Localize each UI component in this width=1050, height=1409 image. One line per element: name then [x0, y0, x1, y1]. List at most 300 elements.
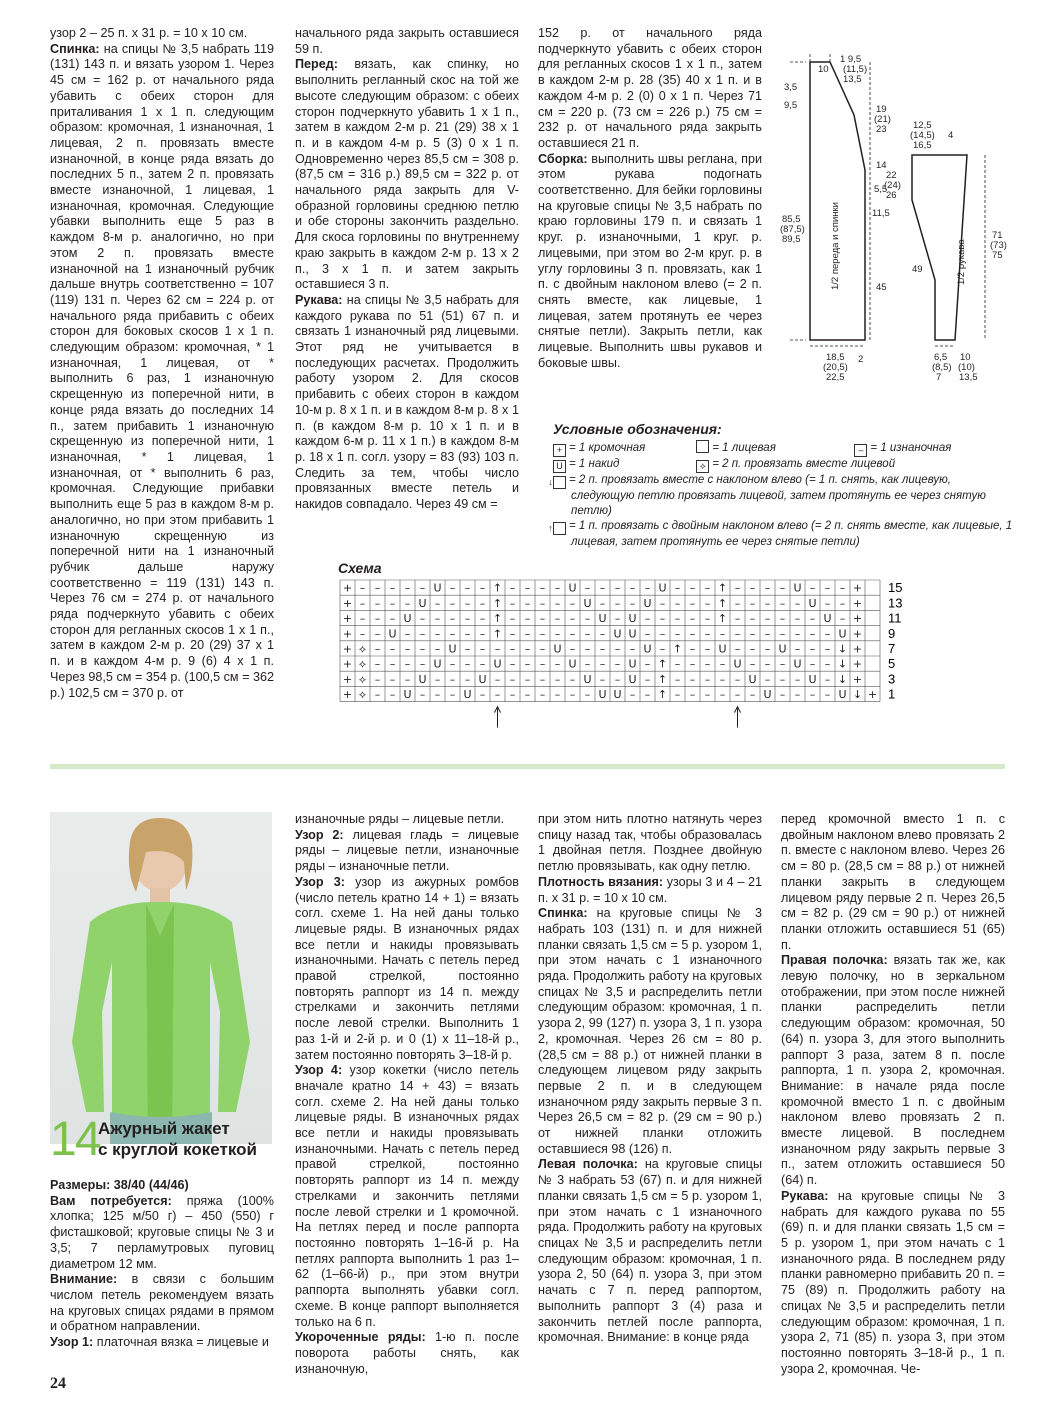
dim-right-c: 5,5	[874, 184, 888, 195]
paragraph: Перед: вязать, как спинку, но выполнить регланный скос на той же высоте следующим образом: с обеих сторон подчеркнуто убавить 1 х 1 п., затем в каждом 2-м р. 21 (29) 38 х 1 п. и в каждом 4-м р. 5 (3) 0 х 1 п. Одновременно через 85,5 см = 308 р. (87,5 см = 316 р.) 89,5 см = 322 р. от начального ряда закрыть для V-образной горловины среднюю петлю и обе стороны закончить раздельно. Для скоса горловины по внутреннему краю закрыть в каждом 2-м р. 13 х 2 п., 3 х 1 п. и затем закрыть оставшиеся 3 п.	[295, 57, 520, 292]
dim-top-right-3: 13,5	[843, 74, 862, 85]
text-back: на круговые спицы № 3 набрать 103 (131) п. и для нижней планки связать 1,5 см = 5 р. узором 1, при этом начать с 1 изнаночного ряда. Продолжить работу на круговых спицах № 3,5 и распределить петли следующим образом: кромочная, 1 п. узора 2, 99 (127) п. узора 3, 1 п. узора 2, кромочная. Через 26 см = 80 р. (28,5 см = 88 р.) от нижней планки в следующем лицевом ряду закрыть первые 2 п. и в следующем изнаночном ряду закрыть первые 3 п. Через 26,5 см = 82 р. (29 см = 90 р.) от нижней планки отложить оставшиеся 98 (126) п.	[538, 906, 763, 1156]
chart-symbol: –	[449, 612, 456, 626]
chart-symbol: –	[569, 612, 576, 626]
paragraph: Узор 1: платочная вязка = лицевые и	[50, 1335, 269, 1350]
chart-symbol: –	[764, 657, 771, 671]
chart-symbol: U	[613, 627, 622, 641]
chart-symbol: –	[659, 596, 666, 610]
chart-symbol: –	[599, 657, 606, 671]
paragraph: при этом нить плотно натянуть через спицу назад так, чтобы образовалась 1 двойная петля. Позднее двойную петлю провязывать, как одну петлю.	[538, 812, 762, 874]
chart-symbol: –	[419, 581, 426, 595]
chart-symbol: –	[614, 596, 621, 610]
chart-symbol: –	[599, 627, 606, 641]
chart-symbol: –	[674, 672, 681, 686]
chart-symbol: U	[718, 642, 727, 656]
chart-symbol: –	[809, 581, 816, 595]
dim-right-e: 45	[876, 282, 887, 293]
chart-symbol: –	[389, 581, 396, 595]
chart-symbol: –	[539, 627, 546, 641]
dim-sl-left-3: 26	[886, 190, 897, 201]
chart-symbol: –	[509, 688, 516, 702]
chart-symbol: ↑	[672, 642, 683, 656]
chart-symbol: –	[494, 672, 501, 686]
chart-symbol: U	[628, 657, 637, 671]
chart-symbol: ↑	[492, 612, 503, 626]
chart-symbol: –	[749, 627, 756, 641]
dim-sl-bottom-b3: 13,5	[959, 372, 978, 383]
chart-symbol: –	[599, 672, 606, 686]
chart-row-number: 11	[888, 610, 902, 626]
chart-symbol: –	[749, 612, 756, 626]
chart-symbol: –	[764, 627, 771, 641]
chart-symbol: –	[779, 627, 786, 641]
purl-icon: –	[854, 444, 867, 457]
legend-item: = 1 накид	[569, 458, 620, 470]
chart-symbol: –	[749, 688, 756, 702]
text-pered: вязать, как спинку, но выполнить регланный скос на той же высоте следующим образом: с обеих сторон подчеркнуто убавить 1 х 1 п., затем в каждом 2-м р. 21 (29) 38 х 1 п. и в каждом 4-м р. 5 (3) 0 х 1 п. Одновременно через 85,5 см = 308 р. (87,5 см = 316 р.) 89,5 см = 322 р. от начального ряда закрыть для V-образной горловины среднюю петлю и обе стороны закончить раздельно. Для скоса горловины по внутреннему краю закрыть в каждом 2-м р. 13 х 2 п., 3 х 1 п. и затем закрыть оставшиеся 3 п.	[295, 57, 520, 292]
chart-symbol: U	[403, 612, 412, 626]
chart-symbol: –	[554, 627, 561, 641]
chart-symbol: –	[794, 627, 801, 641]
top-col-3	[538, 26, 762, 371]
chart-symbol: –	[419, 642, 426, 656]
chart-symbol: –	[404, 596, 411, 610]
chart-symbol: ↑	[657, 657, 668, 671]
chart-symbol: ↓	[837, 657, 848, 671]
dim-left-total-3: 89,5	[782, 234, 801, 245]
chart-symbol: –	[659, 612, 666, 626]
chart-symbol: –	[464, 672, 471, 686]
chart-symbol: –	[809, 688, 816, 702]
chart-symbol: –	[824, 688, 831, 702]
chart-symbol: –	[539, 581, 546, 595]
chart-symbol: U	[583, 672, 592, 686]
chart-symbol: –	[524, 672, 531, 686]
chart-symbol: –	[584, 581, 591, 595]
chart-symbol: U	[553, 642, 562, 656]
dim-sl-left-2: (24)	[884, 180, 901, 191]
chart-symbol: +	[342, 581, 353, 595]
chart-symbol: –	[569, 642, 576, 656]
chart-symbol: –	[479, 627, 486, 641]
text-sleeves: на круговые спицы № 3 набрать для каждого рукава по 55 (69) п. и для планки связать 1,5 см = 5 р. узором 1, при этом начать с 1 изнаночного ряда. В последнем ряду планки равномерно прибавить 20 п. = 75 (89) п. Продолжить работу на спицах № 3,5 и распределить петли следующим образом: кромочная, 1 п. узора 2, 71 (85) п. узора 3, при этом постоянно повторять 3–18-й р., 1 п. узора 2, кромочная. Че-	[781, 1188, 1006, 1376]
repeat-arrow	[735, 707, 741, 728]
chart-symbol: –	[719, 672, 726, 686]
chart-symbol: U	[748, 672, 757, 686]
chart-symbol: –	[689, 627, 696, 641]
chart-symbol: –	[644, 581, 651, 595]
chart-symbol: –	[584, 657, 591, 671]
text-gauge: узоры 3 и 4 – 21 п. х 31 р. = 10 х 10 см.	[538, 874, 762, 905]
chart-symbol: U	[613, 688, 622, 702]
chart-symbol: U	[388, 627, 397, 641]
chart-symbol: –	[449, 581, 456, 595]
chart-row-number: 9	[888, 625, 896, 641]
chart-symbol: U	[808, 596, 817, 610]
chart-symbol: –	[569, 627, 576, 641]
dim-right-a: 19	[876, 104, 887, 115]
chart-symbol: U	[568, 657, 577, 671]
chart-symbol: U	[598, 688, 607, 702]
bottom-col-1	[50, 1178, 274, 1351]
chart-symbol: –	[824, 657, 831, 671]
chart-symbol: U	[658, 581, 667, 595]
chart-symbol: –	[659, 627, 666, 641]
chart-symbol: –	[419, 612, 426, 626]
chart-symbol: –	[359, 596, 366, 610]
front-back-label: 1/2 переда и спинки	[830, 202, 841, 290]
project-title	[98, 1118, 257, 1160]
chart-symbol: –	[824, 627, 831, 641]
chart-symbol: –	[404, 581, 411, 595]
chart-row-number: 5	[888, 656, 896, 672]
chart-symbol: –	[644, 672, 651, 686]
chart-symbol: –	[419, 688, 426, 702]
paragraph: Левая полочка: на круговые спицы № 3 набрать 53 (67) п. и для нижней планки связать 1,5 см = 5 р. узором 1, при этом начать с 1 изнаночного ряда. Продолжить работу на круговых спицах № 3,5 и распределить петли следующим образом: кромочная, 1 п. узора 2, 50 (64) п. узора 3, при этом начать с 7 п. перед раппортом, выполнить раппорт 3 (4) раза и закончить петлей после раппорта, кромочная. Внимание: в конце ряда	[538, 1157, 763, 1345]
pattern-diagram	[770, 50, 1020, 390]
chart-symbol: –	[674, 627, 681, 641]
chart-symbol: U	[823, 612, 832, 626]
chart-symbol: –	[674, 612, 681, 626]
chart-symbol: U	[628, 672, 637, 686]
chart-symbol: –	[809, 627, 816, 641]
chart-symbol: –	[704, 657, 711, 671]
chart-symbol: –	[689, 657, 696, 671]
chart-symbol: –	[524, 596, 531, 610]
chart-symbol: –	[389, 642, 396, 656]
bottom-col-3	[538, 812, 762, 1346]
chart-symbol: –	[404, 672, 411, 686]
text-right-front: вязать так же, как левую полочку, но в зеркальном отображении, при этом после нижней планки распределить петли следующим образом: кромочная, 50 (64) п. узора 3, для этого выполнить раппорт 3 раза, затем 8 п. после раппорта, 1 п. узора 2, кромочная. Внимание: в начале ряда после кромочной вместо 1 п. с двойным наклоном влево провязать 2 п. вместе лицевой. В последнем изнаночном ряду закрыть первые 3 п., затем отложить оставшиеся 50 (64) п.	[781, 953, 1005, 1188]
chart-symbol: –	[554, 581, 561, 595]
chart-symbol: +	[852, 612, 863, 626]
label-sizes: Размеры: 38/40 (44/46)	[50, 1178, 189, 1192]
chart-symbol: –	[539, 672, 546, 686]
dim-sl-bottom-a3: 7	[936, 372, 942, 383]
chart-symbol: –	[479, 612, 486, 626]
chart-row-number: 1	[888, 686, 896, 702]
chart-symbol: –	[794, 596, 801, 610]
chart-symbol: U	[733, 657, 742, 671]
chart-symbol: –	[689, 642, 696, 656]
repeat-arrow	[495, 707, 501, 728]
chart-symbol: –	[449, 627, 456, 641]
chart-symbol: –	[644, 657, 651, 671]
chart-row-number: 15	[888, 580, 903, 596]
chart-symbol: –	[389, 612, 396, 626]
chart-symbol: –	[599, 596, 606, 610]
chart-symbol: –	[764, 596, 771, 610]
dim-right-b: 14	[876, 160, 887, 171]
chart-symbol: –	[389, 657, 396, 671]
text-pattern2: лицевая гладь = лицевые ряды – лицевые петли, изнаночные ряды – изнаночные петли.	[295, 827, 519, 874]
chart-symbol: –	[794, 642, 801, 656]
chart-symbol: –	[449, 596, 456, 610]
chart-symbol: –	[704, 612, 711, 626]
chart-symbol: –	[824, 581, 831, 595]
chart-symbol: –	[569, 672, 576, 686]
chart-symbol: –	[404, 657, 411, 671]
dim-left-a: 3,5	[784, 82, 798, 93]
chart-symbol: –	[704, 627, 711, 641]
chart-symbol: U	[793, 581, 802, 595]
page-number: 24	[50, 1375, 66, 1392]
chart-symbol: –	[509, 581, 516, 595]
chart-symbol: –	[749, 581, 756, 595]
dim-sl-right: 71	[992, 230, 1003, 241]
chart-symbol: –	[404, 642, 411, 656]
chart-symbol: –	[824, 642, 831, 656]
chart-symbol: –	[689, 612, 696, 626]
chart-symbol: –	[584, 612, 591, 626]
dim-bottom: 18,5	[826, 352, 845, 363]
text-spinka: на спицы № 3,5 набрать 119 (131) 143 п. и вязать узором 1. Через 45 см = 162 р. от начального ряда убавить с обеих сторон для приталивания 1 х 1 п. следующим образом: кромочная, 1 изнаночная, 1 лицевая, 2 п. провязать вместе изнаночной, в конце ряда вязать до последних 5 п., затем 2 п. провязать вместе изнаночной, 1 лицевая, 1 изнаночная, кромочная. Следующие убавки выполнить еще 5 раз в каждом 8-м р. аналогично, но при этом 2 п. провязать вместе изнаночной на 1 изнаночный рубчик дальше внутрь соответственно = 107 (119) 131 п. Через 62 см = 224 р. от начального ряда прибавить с обеих сторон для боковых скосов 1 х 1 п. следующим образом: кромочная, * 1 изнаночная, 1 лицевая, от * выполнить 6 раз, 1 изнаночную скрещенную из поперечной нити, в конце ряда вязать до последних 14 п., затем прибавить 1 изнаночную скрещенную из поперечной нити, 1 изнаночная, * 1 лицевая, 1 изнаночная, от * выполнить 6 раз, кромочная. Следующие прибавки выполнить еще 5 раз в каждом 8-м р. аналогично, но при этом прибавить 1 изнаночную скрещенную из поперечной нити на 1 изнаночный рубчик дальше наружу соответственно = 119 (131) 143 п. Через 76 см = 274 р. от начального ряда подчеркнуто убавить с обеих сторон для регланных скосов 1 х 1 п., затем в каждом 2-м р. 20 (29) 37 х 1 п. и в каждом 4-м р. 9 (6) 4 х 1 п. Через 98,5 см = 354 р. (100,5 см = 362 р.) 102,5 см = 370 р. от	[50, 41, 275, 700]
chart-symbol: ↑	[717, 612, 728, 626]
chart-symbol: –	[794, 672, 801, 686]
chart-symbol: –	[434, 672, 441, 686]
chart-symbol: U	[478, 672, 487, 686]
chart-symbol: U	[808, 672, 817, 686]
chart-symbol: –	[779, 672, 786, 686]
text-sborka: выполнить швы реглана, при этом рукава подогнать соответственно. Для бейки горловины на круговые спицы № 3,5 набрать по краю горловины 179 п. и связать 1 круг. р. изнаночными, 1 круг. р. лицевыми, при этом во 2-м круг. р. в углу горловины 3 п. провязать, как 1 п. с двойным наклоном влево (= 2 п. снять вместе, как лицевые, 1 лицевая, затем протянуть ее через снятые петли). Закрыть петли, как лицевые. Выполнить швы рукавов и боковые швы.	[538, 151, 763, 370]
paragraph: Сборка: выполнить швы реглана, при этом рукава подогнать соответственно. Для бейки горловины на круговые спицы № 3,5 набрать по краю горловины 179 п. и связать 1 круг. р. изнаночными, 1 круг. р. лицевыми, при этом во 2-м круг. р. в углу горловины 3 п. провязать, как 1 п. с двойным наклоном влево (= 2 п. снять вместе, как лицевые, 1 лицевая, затем протянуть ее через снятые петли). Закрыть петли, как лицевые. Выполнить швы рукавов и боковые швы.	[538, 151, 763, 370]
chart-symbol: –	[764, 642, 771, 656]
chart-symbol: –	[614, 672, 621, 686]
sleeve-label: 1/2 рукава	[956, 239, 967, 285]
text-attention: в связи с большим числом петель рекомендуем вязать на круговых спицах рядами в прямом и обратном направлении.	[50, 1272, 274, 1334]
chart-symbol: –	[734, 627, 741, 641]
chart-symbol: –	[464, 612, 471, 626]
dim-sl-top: 12,5	[913, 120, 932, 131]
chart-symbol: –	[404, 627, 411, 641]
chart-symbol: U	[568, 581, 577, 595]
chart-symbol: –	[704, 581, 711, 595]
chart-symbol: –	[494, 688, 501, 702]
top-col-1	[50, 26, 274, 701]
chart-symbol: –	[464, 596, 471, 610]
chart-symbol: –	[374, 581, 381, 595]
paragraph: Правая полочка: вязать так же, как левую полочку, но в зеркальном отображении, при этом после нижней планки распределить петли следующим образом: кромочная, 50 (64) п. узора 3, для этого выполнить раппорт 3 раза, затем 8 п. после раппорта, 1 п. узора 2, кромочная. Внимание: в начале ряда после кромочной вместо 1 п. с двойным наклоном влево провязать 2 п. вместе лицевой. В последнем изнаночном ряду закрыть первые 3 п., затем отложить оставшиеся 50 (64) п.	[781, 953, 1005, 1188]
chart-row-number: 3	[888, 671, 896, 687]
chart-symbol: –	[734, 581, 741, 595]
chart-symbol: U	[793, 657, 802, 671]
chart-symbol: –	[809, 657, 816, 671]
chart-symbol: –	[719, 688, 726, 702]
chart-symbol: –	[374, 596, 381, 610]
chart-symbol: ↑	[492, 627, 503, 641]
chart-symbol: –	[734, 596, 741, 610]
chart-symbol: +	[852, 596, 863, 610]
legend-item: = 1 лицевая	[712, 442, 776, 454]
dim-sl-top-3: 16,5	[913, 140, 932, 151]
chart-symbol: –	[539, 688, 546, 702]
dim-sl-bottom-b2: (10)	[958, 362, 975, 373]
paragraph: Укороченные ряды: 1-ю п. после поворота работы снять, как изнаночную,	[295, 1330, 519, 1376]
chart-symbol: –	[809, 642, 816, 656]
chart-symbol: –	[614, 612, 621, 626]
chart-symbol: –	[734, 612, 741, 626]
legend-item: = 2 п. провязать вместе лицевой	[712, 458, 896, 470]
chart-symbol: U	[643, 642, 652, 656]
title-line-1: Ажурный жакет	[98, 1119, 230, 1138]
chart-symbol: –	[509, 612, 516, 626]
chart-symbol: U	[433, 581, 442, 595]
chart-symbol: –	[494, 642, 501, 656]
dim-top-left: 10	[818, 64, 829, 75]
chart-symbol: –	[584, 627, 591, 641]
chart-symbol: U	[763, 688, 772, 702]
chart-symbol: U	[448, 642, 457, 656]
dim-sl-left: 22	[886, 170, 897, 181]
legend-title: Условные обозначения:	[553, 421, 722, 437]
chart-symbol: ↓	[837, 642, 848, 656]
chart-symbol: –	[374, 688, 381, 702]
chart-symbol: U	[628, 627, 637, 641]
bottom-col-4	[781, 812, 1005, 1377]
chart-symbol: U	[403, 688, 412, 702]
chart-symbol: –	[359, 612, 366, 626]
chart-symbol: –	[629, 581, 636, 595]
chart-symbol: –	[824, 596, 831, 610]
chart-symbol: –	[434, 596, 441, 610]
text-pattern3: узор из ажурных ромбов (число петель кратно 14 + 1) = вязать согл. схеме 1. На ней даны только лицевые ряды. В изнаночных рядах все петли и накиды провязывать изнаночными. Начать с петель перед правой стрелкой, постоянно повторять раппорт из 14 п. между стрелками и закончить петлями после левой стрелки. Выполнить 1 раз 1-й и 2-й р. и 0 (1) х 11–18-й р., затем постоянно повторять 3–18-й р.	[295, 874, 519, 1062]
chart-symbol: –	[689, 672, 696, 686]
knit-icon	[696, 440, 709, 453]
chart-symbol: –	[569, 596, 576, 610]
chart-symbol: –	[479, 581, 486, 595]
chart-symbol: –	[584, 688, 591, 702]
chart-symbol: +	[342, 612, 353, 626]
paragraph: Узор 4: узор кокетки (число петель вначале кратно 14 + 43) = вязать согл. схеме 2. На ней даны только лицевые ряды. В изнаночных рядах все петли и накиды провязывать изнаночными. Начать с петель перед правой стрелкой, постоянно повторять раппорт из 14 п. между стрелками и закончить петлями после левой стрелки и 1 кромочной. На петлях перед и после раппорта постоянно повторять 1–16-й р. На петлях раппорта выполнить 1 раз 1–62 (1–66-й) р., при этом внутри раппорта выполнять убавки согл. схеме. В конце раппорт выполняется только на 6 п.	[295, 1063, 519, 1329]
legend-item: = 2 п. провязать вместе с наклоном влево (= 1 п. снять, как лицевую, следующую петлю провязать лицевой, затем протянуть ее через снятую петлю)	[569, 474, 986, 517]
project-number: 14	[50, 1113, 100, 1166]
chart-symbol: ⟡	[358, 642, 367, 656]
legend-item: = 1 изнаночная	[870, 442, 952, 454]
chart-symbol: –	[629, 688, 636, 702]
dim-right-a2: (21)	[874, 114, 891, 125]
chart-symbol: –	[824, 672, 831, 686]
paragraph: перед кромочной вместо 1 п. с двойным наклоном влево провязать 2 п. вместе с наклоном влево. Через 26 см = 80 р. (28,5 см = 88 р.) от нижней планки закрыть в следующем лицевом ряду первые 2 п. Через 26,5 см = 82 р. (29 см = 90 р.) от нижней планки отложить оставшиеся 51 (65) п.	[781, 812, 1005, 952]
chart-symbol: –	[479, 596, 486, 610]
chart-symbol: –	[779, 612, 786, 626]
chart-symbol: –	[419, 657, 426, 671]
chart-symbol: –	[659, 642, 666, 656]
chart-symbol: –	[614, 657, 621, 671]
dim-sl-bottom-a: 6,5	[934, 352, 948, 363]
legend	[548, 440, 1013, 550]
chart-symbol: –	[614, 642, 621, 656]
chart-symbol: –	[629, 596, 636, 610]
chart-symbol: U	[643, 596, 652, 610]
legend-item: = 1 кромочная	[569, 442, 646, 454]
dim-sl-right-3: 75	[992, 250, 1003, 261]
chart-symbol: U	[628, 612, 637, 626]
chart-symbol: –	[674, 596, 681, 610]
chart-symbol: –	[554, 596, 561, 610]
chart-symbol: –	[434, 627, 441, 641]
chart-symbol: –	[509, 627, 516, 641]
chart-symbol: –	[434, 688, 441, 702]
stitch-chart	[338, 578, 918, 728]
text-pattern4: узор кокетки (число петель вначале кратно 14 + 43) = вязать согл. схеме 2. На ней даны только лицевые ряды. В изнаночных рядах все петли и накиды провязывать изнаночными. Начать с петель перед правой стрелкой, постоянно повторять раппорт из 14 п. между стрелками и закончить петлями после левой стрелки и 1 кромочной. На петлях перед и после раппорта постоянно повторять 1–16-й р. На петлях раппорта выполнить 1 раз 1–62 (1–66-й) р., при этом внутри раппорта выполнять убавки согл. схеме. В конце раппорт выполняется только на 6 п.	[295, 1063, 519, 1329]
paragraph: Спинка: на спицы № 3,5 набрать 119 (131) 143 п. и вязать узором 1. Через 45 см = 162 р. от начального ряда убавить с обеих сторон для приталивания 1 х 1 п. следующим образом: кромочная, 1 изнаночная, 1 лицевая, 2 п. провязать вместе изнаночной, в конце ряда вязать до последних 5 п., затем 2 п. провязать вместе изнаночной, 1 лицевая, 1 изнаночная, кромочная. Следующие убавки выполнить еще 5 раз в каждом 8-м р. аналогично, но при этом 2 п. провязать вместе изнаночной на 1 изнаночный рубчик дальше внутрь соответственно = 107 (119) 131 п. Через 62 см = 224 р. от начального ряда прибавить с обеих сторон для боковых скосов 1 х 1 п. следующим образом: кромочная, * 1 изнаночная, 1 лицевая, от * выполнить 6 раз, 1 изнаночную скрещенную из поперечной нити, в конце ряда вязать до последних 14 п., затем прибавить 1 изнаночную скрещенную из поперечной нити, 1 изнаночная, * 1 лицевая, 1 изнаночная, от * выполнить 6 раз, кромочная. Следующие прибавки выполнить еще 5 раз в каждом 8-м р. аналогично, но при этом прибавить 1 изнаночную скрещенную из поперечной нити на 1 изнаночный рубчик дальше наружу соответственно = 119 (131) 143 п. Через 76 см = 274 р. от начального ряда подчеркнуто убавить с обеих сторон для регланных скосов 1 х 1 п., затем в каждом 2-м р. 20 (29) 37 х 1 п. и в каждом 4-м р. 9 (6) 4 х 1 п. Через 98,5 см = 354 р. (100,5 см = 362 р.) 102,5 см = 370 р. от	[50, 41, 275, 700]
chart-symbol: –	[689, 596, 696, 610]
chart-symbol: –	[464, 657, 471, 671]
chart-symbol: –	[509, 657, 516, 671]
dim-left-total: 85,5	[782, 214, 801, 225]
paragraph: Плотность вязания: узоры 3 и 4 – 21 п. х 31 р. = 10 х 10 см.	[538, 874, 762, 905]
chart-symbol: –	[689, 688, 696, 702]
chart-symbol: –	[644, 627, 651, 641]
chart-symbol: –	[389, 596, 396, 610]
chart-symbol: –	[539, 596, 546, 610]
chart-symbol: ↑	[717, 596, 728, 610]
chart-symbol: –	[524, 581, 531, 595]
chart-symbol: –	[764, 612, 771, 626]
chart-symbol: –	[764, 672, 771, 686]
chart-symbol: –	[419, 627, 426, 641]
chart-symbol: U	[583, 596, 592, 610]
chart-symbol: –	[359, 627, 366, 641]
chart-symbol: +	[342, 688, 353, 702]
dim-bottom-2: (20,5)	[823, 362, 848, 373]
chart-symbol: U	[418, 672, 427, 686]
model-photo	[50, 812, 272, 1144]
chart-symbol: +	[342, 672, 353, 686]
chart-symbol: +	[342, 627, 353, 641]
chart-symbol: –	[374, 612, 381, 626]
chart-symbol: –	[374, 657, 381, 671]
chart-symbol: –	[464, 627, 471, 641]
chart-symbol: +	[852, 672, 863, 686]
dim-sl-bottom-b: 10	[960, 352, 971, 363]
title-line-2: с круглой кокеткой	[98, 1140, 257, 1159]
chart-symbol: –	[554, 672, 561, 686]
paragraph: 152 р. от начального ряда подчеркнуто убавить с обеих сторон для регланных скосов 1 х 1 п., затем в каждом 2-м р. 28 (35) 40 х 1 п. и в каждом 4-м р. 2 (0) 0 х 1 п. Через 71 см = 220 р. (73 см = 226 р.) 75 см = 232 р. от начального ряда закрыть оставшиеся 21 п.	[538, 26, 762, 150]
double-decrease-icon: ↑	[553, 522, 566, 535]
chart-symbol: –	[479, 688, 486, 702]
chart-symbol: –	[539, 642, 546, 656]
chart-symbol: +	[342, 642, 353, 656]
chart-symbol: –	[584, 642, 591, 656]
chart-symbol: –	[479, 657, 486, 671]
chart-symbol: –	[614, 581, 621, 595]
dim-bottom-small: 2	[858, 354, 864, 365]
paragraph: Вам потребуется: пряжа (100% хлопка; 125 м/50 г) – 450 (550) г фисташковой; круговые спицы № 3 и 3,5; 7 перламутровых пуговиц диаметром 12 мм.	[50, 1193, 274, 1271]
dim-sl-bottom-a2: (8,5)	[932, 362, 952, 373]
chart-symbol: –	[524, 627, 531, 641]
chart-symbol: U	[838, 688, 847, 702]
bottom-col-2	[295, 812, 519, 1377]
chart-symbol: –	[794, 612, 801, 626]
chart-symbol: ↑	[717, 581, 728, 595]
chart-symbol: U	[463, 688, 472, 702]
chart-symbol: –	[434, 642, 441, 656]
chart-symbol: +	[342, 657, 353, 671]
edge-stitch-icon: +	[553, 444, 566, 457]
chart-symbol: –	[809, 612, 816, 626]
paragraph: Внимание: в связи с большим числом петель рекомендуем вязать на круговых спицах рядами в прямом и обратном направлении.	[50, 1272, 274, 1334]
chart-symbol: +	[342, 596, 353, 610]
text-rukava: на спицы № 3,5 набрать для каждого рукава по 51 (51) 67 п. и связать 1 изнаночный ряд лицевыми. Этот ряд не учитывается в последующих расчетах. Продолжить работу узором 2. Для скосов прибавить с обеих сторон в каждом 10-м р. 8 х 1 п. и в каждом 8-м р. 8 х 1 п. (в каждом 8-м р. 10 х 1 п. и в каждом 6-м р. 11 х 1 п.) в каждом 8-м р. 18 х 1 п. согл. узору = 83 (93) 103 п. Следить за тем, чтобы число провязанных вместе петель и накидов совпадало. Через 49 см =	[295, 292, 519, 512]
chart-symbol: –	[839, 596, 846, 610]
paragraph: Узор 3: узор из ажурных ромбов (число петель кратно 14 + 1) = вязать согл. схеме 1. На ней даны только лицевые ряды. В изнаночных рядах все петли и накиды провязывать изнаночными. Начать с петель перед правой стрелкой, постоянно повторять раппорт из 14 п. между стрелками и закончить петлями после левой стрелки. Выполнить 1 раз 1-й и 2-й р. и 0 (1) х 11–18-й р., затем постоянно повторять 3–18-й р.	[295, 874, 519, 1062]
chart-row-number: 7	[888, 641, 896, 656]
chart-symbol: –	[644, 612, 651, 626]
chart-symbol: –	[704, 642, 711, 656]
chart-symbol: –	[779, 581, 786, 595]
